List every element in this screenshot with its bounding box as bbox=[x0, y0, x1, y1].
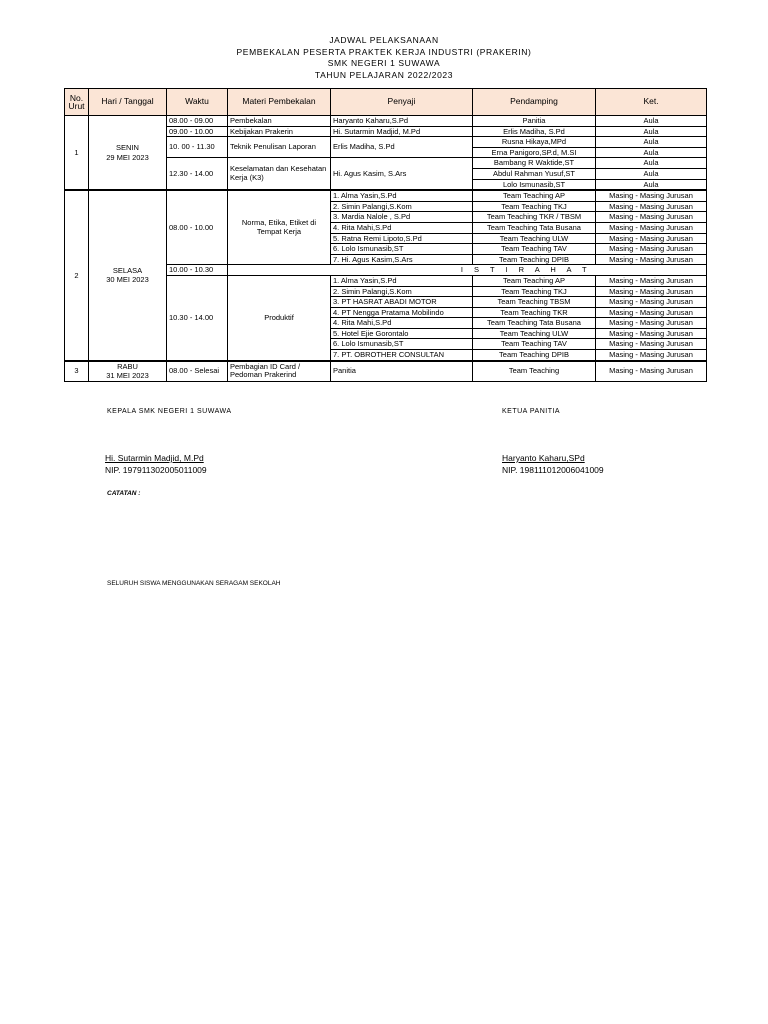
notes-cell: Masing - Masing Jurusan bbox=[596, 201, 707, 212]
presenter-cell: 6. Lolo Ismunasib,ST bbox=[331, 339, 473, 350]
companion-cell: Abdul Rahman Yusuf,ST bbox=[473, 168, 596, 179]
notes-cell: Aula bbox=[596, 126, 707, 137]
presenter-cell: Panitia bbox=[331, 361, 473, 382]
companion-cell: Team Teaching AP bbox=[473, 190, 596, 201]
left-signature-nip: NIP. 197911302005011009 bbox=[105, 465, 207, 475]
material-cell: Pembekalan bbox=[228, 116, 331, 127]
notes-cell: Aula bbox=[596, 158, 707, 169]
uniform-note: SELURUH SISWA MENGGUNAKAN SERAGAM SEKOLAH bbox=[107, 580, 281, 587]
notes-cell: Masing - Masing Jurusan bbox=[596, 222, 707, 233]
companion-cell: Lolo Ismunasib,ST bbox=[473, 179, 596, 190]
break-label: I S T I R A H A T bbox=[228, 265, 707, 276]
material-cell: Norma, Etika, Etiket di Tempat Kerja bbox=[228, 190, 331, 265]
left-signature-name: Hi. Sutarmin Madjid, M.Pd bbox=[105, 453, 204, 463]
notes-cell: Aula bbox=[596, 168, 707, 179]
notes-cell: Aula bbox=[596, 137, 707, 148]
day-name: SENIN bbox=[116, 142, 139, 152]
time-cell: 08.00 - Selesai bbox=[167, 361, 228, 382]
time-cell: 08.00 - 09.00 bbox=[167, 116, 228, 127]
day-date-cell bbox=[89, 361, 167, 382]
header-school: SMK NEGERI 1 SUWAWA bbox=[327, 58, 441, 68]
presenter-cell: 7. PT. OBROTHER CONSULTAN bbox=[331, 350, 473, 361]
notes-cell: Masing - Masing Jurusan bbox=[596, 297, 707, 308]
companion-cell: Rusna Hikaya,MPd bbox=[473, 137, 596, 148]
companion-cell: Team Teaching TKR bbox=[473, 307, 596, 318]
presenter-cell: 2. Simin Palangi,S.Kom bbox=[331, 201, 473, 212]
companion-cell: Panitia bbox=[473, 116, 596, 127]
presenter-cell: 7. Hi. Agus Kasim,S.Ars bbox=[331, 254, 473, 265]
table-row bbox=[65, 190, 707, 201]
notes-cell: Masing - Masing Jurusan bbox=[596, 244, 707, 255]
material-cell: Keselamatan dan Kesehatan Kerja (K3) bbox=[228, 158, 331, 190]
col-header-day: Hari / Tanggal bbox=[89, 89, 167, 116]
table-header-row bbox=[65, 89, 707, 116]
document-header bbox=[0, 35, 768, 81]
notes-cell: Masing - Masing Jurusan bbox=[596, 361, 707, 382]
companion-cell: Team Teaching DPIB bbox=[473, 254, 596, 265]
companion-cell: Team Teaching bbox=[473, 361, 596, 382]
right-signature-nip: NIP. 198111012006041009 bbox=[502, 465, 604, 475]
presenter-cell: 2. Simin Palangi,S.Kom bbox=[331, 286, 473, 297]
notes-cell: Masing - Masing Jurusan bbox=[596, 339, 707, 350]
presenter-cell: 4. Rita Mahi,S.Pd bbox=[331, 318, 473, 329]
col-header-time: Waktu bbox=[167, 89, 228, 116]
presenter-cell: 5. Ratna Remi Lipoto,S.Pd bbox=[331, 233, 473, 244]
day-date-cell bbox=[89, 190, 167, 361]
presenter-cell: Haryanto Kaharu,S.Pd bbox=[331, 116, 473, 127]
notes-cell: Masing - Masing Jurusan bbox=[596, 318, 707, 329]
day-date-cell bbox=[89, 116, 167, 191]
col-header-notes: Ket. bbox=[596, 89, 707, 116]
presenter-cell: 1. Alma Yasin,S.Pd bbox=[331, 190, 473, 201]
notes-cell: Masing - Masing Jurusan bbox=[596, 275, 707, 286]
col-header-no: No. Urut bbox=[65, 89, 89, 116]
notes-cell: Aula bbox=[596, 179, 707, 190]
day-date: 30 MEI 2023 bbox=[106, 275, 149, 285]
notes-cell: Aula bbox=[596, 116, 707, 127]
notes-cell: Masing - Masing Jurusan bbox=[596, 212, 707, 223]
time-cell: 12.30 - 14.00 bbox=[167, 158, 228, 190]
time-cell: 10.30 - 14.00 bbox=[167, 275, 228, 360]
notes-cell: Masing - Masing Jurusan bbox=[596, 254, 707, 265]
material-cell: Pembagian ID Card / Pedoman Prakerind bbox=[228, 361, 331, 382]
presenter-cell: 3. PT HASRAT ABADI MOTOR bbox=[331, 297, 473, 308]
material-cell: Kebijakan Prakerin bbox=[228, 126, 331, 137]
companion-cell: Team Teaching TKJ bbox=[473, 286, 596, 297]
left-signature-title: KEPALA SMK NEGERI 1 SUWAWA bbox=[107, 408, 232, 415]
day-date: 31 MEI 2023 bbox=[106, 371, 149, 381]
schedule-table bbox=[64, 88, 707, 382]
companion-cell: Team Teaching Tata Busana bbox=[473, 222, 596, 233]
notes-cell: Masing - Masing Jurusan bbox=[596, 307, 707, 318]
right-signature-title: KETUA PANITIA bbox=[502, 408, 561, 415]
day-number: 2 bbox=[65, 190, 89, 361]
companion-cell: Team Teaching ULW bbox=[473, 233, 596, 244]
companion-cell: Team Teaching AP bbox=[473, 275, 596, 286]
companion-cell: Team Teaching TAV bbox=[473, 244, 596, 255]
header-subtitle: PEMBEKALAN PESERTA PRAKTEK KERJA INDUSTRI (PRAKERIN) bbox=[236, 46, 532, 57]
presenter-cell: 1. Alma Yasin,S.Pd bbox=[331, 275, 473, 286]
table-row bbox=[65, 116, 707, 127]
companion-cell: Bambang R Waktide,ST bbox=[473, 158, 596, 169]
notes-cell: Aula bbox=[596, 147, 707, 158]
time-cell: 10. 00 - 11.30 bbox=[167, 137, 228, 158]
companion-cell: Erna Panigoro,SP.d, M.SI bbox=[473, 147, 596, 158]
notes-cell: Masing - Masing Jurusan bbox=[596, 190, 707, 201]
notes-label: CATATAN : bbox=[107, 490, 141, 497]
companion-cell: Erlis Madiha, S.Pd bbox=[473, 126, 596, 137]
companion-cell: Team Teaching TBSM bbox=[473, 297, 596, 308]
presenter-cell: Erlis Madiha, S.Pd bbox=[331, 137, 473, 158]
header-title: JADWAL PELAKSANAAN bbox=[329, 35, 439, 45]
companion-cell: Team Teaching DPIB bbox=[473, 350, 596, 361]
presenter-cell: 6. Lolo Ismunasib,ST bbox=[331, 244, 473, 255]
notes-cell: Masing - Masing Jurusan bbox=[596, 233, 707, 244]
col-header-presenter: Penyaji bbox=[331, 89, 473, 116]
day-number: 3 bbox=[65, 361, 89, 382]
header-year: TAHUN PELAJARAN 2022/2023 bbox=[314, 69, 454, 80]
col-header-material: Materi Pembekalan bbox=[228, 89, 331, 116]
presenter-cell: 4. PT Nengga Pratama Mobilindo bbox=[331, 307, 473, 318]
presenter-cell: Hi. Sutarmin Madjid, M.Pd bbox=[331, 126, 473, 137]
companion-cell: Team Teaching ULW bbox=[473, 328, 596, 339]
companion-cell: Team Teaching TKJ bbox=[473, 201, 596, 212]
notes-cell: Masing - Masing Jurusan bbox=[596, 350, 707, 361]
presenter-cell: 3. Mardia Nalole , S.Pd bbox=[331, 212, 473, 223]
companion-cell: Team Teaching Tata Busana bbox=[473, 318, 596, 329]
day-date: 29 MEI 2023 bbox=[106, 152, 149, 162]
presenter-cell: Hi. Agus Kasim, S.Ars bbox=[331, 158, 473, 190]
material-cell: Teknik Penulisan Laporan bbox=[228, 137, 331, 158]
companion-cell: Team Teaching TKR / TBSM bbox=[473, 212, 596, 223]
table-row bbox=[65, 361, 707, 382]
presenter-cell: 4. Rita Mahi,S.Pd bbox=[331, 222, 473, 233]
time-cell: 08.00 - 10.00 bbox=[167, 190, 228, 265]
day-name: SELASA bbox=[112, 265, 143, 275]
notes-cell: Masing - Masing Jurusan bbox=[596, 328, 707, 339]
right-signature-name: Haryanto Kaharu,SPd bbox=[502, 453, 585, 463]
notes-cell: Masing - Masing Jurusan bbox=[596, 286, 707, 297]
time-cell: 10.00 - 10.30 bbox=[167, 265, 228, 276]
presenter-cell: 5. Hotel Ejie Gorontalo bbox=[331, 328, 473, 339]
companion-cell: Team Teaching TAV bbox=[473, 339, 596, 350]
col-header-companion: Pendamping bbox=[473, 89, 596, 116]
day-name: RABU bbox=[117, 361, 138, 371]
day-number: 1 bbox=[65, 116, 89, 191]
material-cell: Produktif bbox=[228, 275, 331, 360]
time-cell: 09.00 - 10.00 bbox=[167, 126, 228, 137]
